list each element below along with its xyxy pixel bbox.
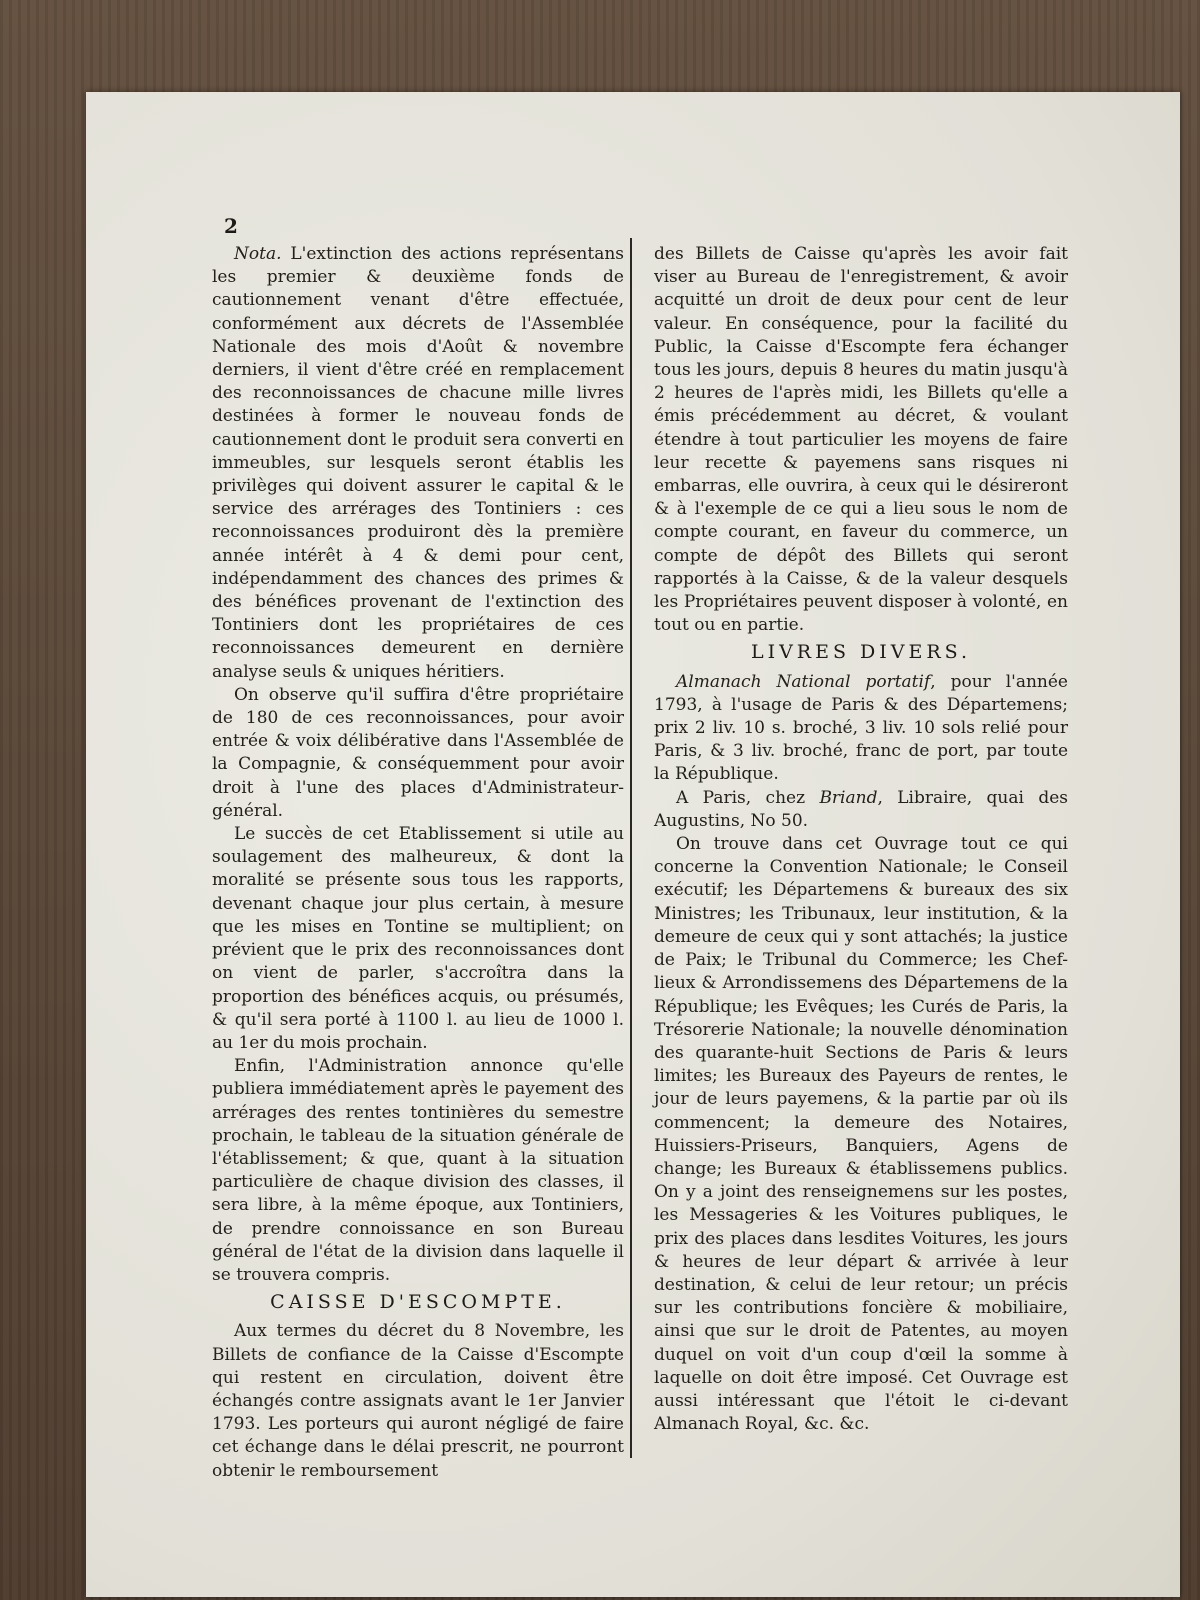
- heading-livres-divers: LIVRES DIVERS.: [750, 641, 972, 664]
- nota-label: Nota.: [234, 244, 282, 264]
- nota-paragraph: [212, 243, 624, 684]
- paragraph-almanach: [654, 671, 1068, 787]
- column-divider: [630, 238, 632, 1458]
- heading-caisse-escompte: CAISSE D'ESCOMPTE.: [270, 1291, 566, 1314]
- nota-text: L'extinction des actions représentans les premier & deuxième fonds de cautionnement venant d'être effectuée, conformément aux décrets de l'Assemblée Nationale des mois d'Août & novembre derniers, il vient d'être créé en remplacement des reconnoissances de chacune mille livres destinées à former le nouveau fonds de cautionnement dont le produit sera converti en immeubles, sur lesquels seront établis les privilèges qui doivent assurer le capital & le service des arrérages des Tontiniers : ces reconnoissances produiront dès la première année intérêt à 4 & demi pour cent, indépendamment des chances des primes & des bénéfices provenant de l'extinction des Tontiniers dont les propriétaires de ces reconnoissances demeurent en dernière analyse seuls & uniques héritiers.: [212, 244, 624, 682]
- paragraph-proprietaire: On observe qu'il suffira d'être propriétaire de 180 de ces reconnoissances, pour avoir entrée & voix délibérative dans l'Assemblée de la Compagnie, & conséquemment pour avoir droit à l'une des places d'Administrateur-général.: [212, 684, 624, 821]
- page-number: 2: [224, 214, 238, 238]
- right-column: [654, 243, 1068, 1436]
- paragraph-publisher: [654, 787, 1068, 833]
- book-title: Almanach National portatif: [676, 671, 931, 692]
- paragraph-caisse: Aux termes du décret du 8 Novembre, les Billets de confiance de la Caisse d'Escompte qui restent en circulation, doivent être échangés contre assignats avant le 1er Janvier 1793. Les porteurs qui auront négligé de faire cet échange dans le délai prescrit, ne pourront obtenir le remboursement: [212, 1321, 624, 1481]
- paragraph-billets: des Billets de Caisse qu'après les avoir fait viser au Bureau de l'enregistrement, & avoir acquitté un droit de deux pour cent de leur valeur. En conséquence, pour la facilité du Public, la Caisse d'Escompte fera échanger tous les jours, depuis 8 heures du matin jusqu'à 2 heures de l'après midi, les Billets qu'elle a émis précédemment au décret, & voulant étendre à tout particulier les moyens de faire leur recette & payemens sans risques ni embarras, elle ouvrira, à ceux qui le désireront & à l'exemple de ce qui a lieu sous le nom de compte courant, en faveur du commerce, un compte de dépôt des Billets qui seront rapportés à la Caisse, & de la valeur desquels les Propriétaires peuvent disposer à volonté, en tout ou en partie.: [654, 244, 1068, 636]
- publisher-name: Briand: [819, 787, 878, 808]
- paragraph-contents: On trouve dans cet Ouvrage tout ce qui concerne la Convention Nationale; le Conseil exécutif; les Départemens & bureaux des six Ministres; les Tribunaux, leur institution, & la demeure de ceux qui y sont attachés; la justice de Paix; le Tribunal du Commerce; les Chef-lieux & Arrondissemens des Départemens de la République; les Evêques; les Curés de Paris, la Trésorerie Nationale; la nouvelle dénomination des quarante-huit Sections de Paris & leurs limites; les Bureaux des Payeurs de rentes, le jour de leurs payemens, & la partie par où ils commencent; la demeure des Notaires, Huissiers-Priseurs, Banquiers, Agens de change; les Bureaux & établissemens publics. On y a joint des renseignemens sur les postes, les Messageries & les Voitures publiques, le prix des places dans lesdites Voitures, les jours & heures de leur départ & arrivée à leur destination, & celui de leur retour; un précis sur les contributions foncière & mobiliaire, ainsi que sur le droit de Patentes, au moyen duquel on voit d'un coup d'œil la somme à laquelle on doit être imposé. Cet Ouvrage est aussi intéressant que l'étoit le ci-devant Almanach Royal, &c. &c.: [654, 834, 1068, 1435]
- almanach-details: , pour l'année 1793, à l'usage de Paris & des Départemens; prix 2 liv. 10 s. broché, 3 liv. 10 sols relié pour Paris, & 3 liv. broché, franc de port, par toute la République.: [654, 671, 1068, 785]
- left-column: [212, 243, 624, 1483]
- paragraph-enfin: Enfin, l'Administration annonce qu'elle publiera immédiatement après le payement des arrérages des rentes tontinières du semestre prochain, le tableau de la situation générale de l'établissement; & que, quant à la situation particulière de chaque division des classes, il sera libre, à la même époque, aux Tontiniers, de prendre connoissance en son Bureau général de l'état de la division dans laquelle il se trouvera compris.: [212, 1056, 624, 1285]
- publisher-prefix: A Paris, chez: [676, 787, 806, 808]
- paragraph-succes: Le succès de cet Etablissement si utile au soulagement des malheureux, & dont la moralité se présente sous tous les rapports, devenant chaque jour plus certain, à mesure que les mises en Tontine se multiplient; on prévient que le prix des reconnoissances dont on vient de parler, s'accroîtra dans la proportion des bénéfices acquis, ou présumés, & qu'il sera porté à 1100 l. au lieu de 1000 l. au 1er du mois prochain.: [212, 824, 624, 1053]
- publisher-suffix: , Libraire, quai des Augustins, No 50.: [654, 787, 1068, 831]
